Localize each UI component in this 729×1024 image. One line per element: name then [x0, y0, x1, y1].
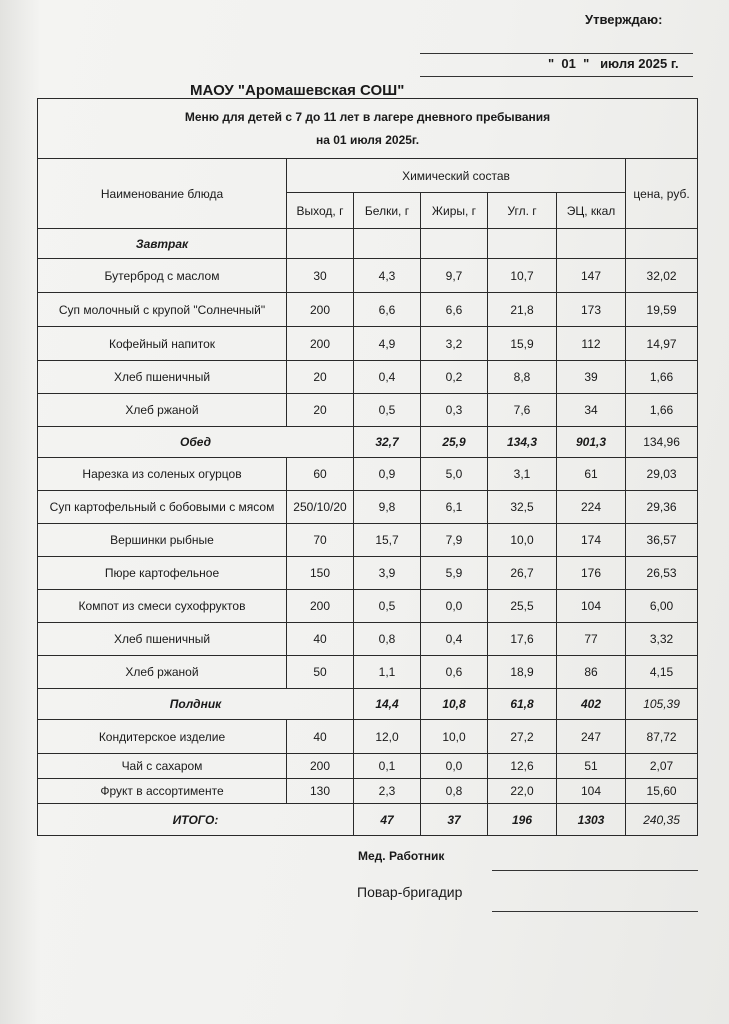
table-row: [38, 623, 698, 656]
dish-energy: 104: [557, 779, 626, 804]
dish-carbs: 32,5: [488, 491, 557, 524]
dish-protein: 0,4: [354, 361, 421, 394]
lunch-total-fat: 25,9: [421, 427, 488, 458]
dish-fat: 0,2: [421, 361, 488, 394]
dish-name: Кофейный напиток: [38, 327, 287, 361]
dish-protein: 3,9: [354, 557, 421, 590]
dish-energy: 104: [557, 590, 626, 623]
lunch-total-protein: 32,7: [354, 427, 421, 458]
dish-fat: 0,0: [421, 754, 488, 779]
dish-energy: 173: [557, 293, 626, 327]
table-row: [38, 327, 698, 361]
dish-name: Суп молочный с крупой "Солнечный": [38, 293, 287, 327]
dish-carbs: 26,7: [488, 557, 557, 590]
dish-protein: 0,8: [354, 623, 421, 656]
dish-price: 87,72: [626, 720, 698, 754]
table-row: [38, 293, 698, 327]
dish-yield: 130: [287, 779, 354, 804]
dish-fat: 0,4: [421, 623, 488, 656]
header-fat: Жиры, г: [421, 193, 488, 229]
grand-total-label: ИТОГО:: [38, 804, 354, 836]
dish-name: Бутерброд с маслом: [38, 259, 287, 293]
dish-yield: 60: [287, 458, 354, 491]
lunch-total-carbs: 134,3: [488, 427, 557, 458]
dish-yield: 200: [287, 754, 354, 779]
grand-total-price: 240,35: [626, 804, 698, 836]
dish-protein: 6,6: [354, 293, 421, 327]
dish-fat: 3,2: [421, 327, 488, 361]
dish-fat: 5,0: [421, 458, 488, 491]
dish-price: 15,60: [626, 779, 698, 804]
header-yield: Выход, г: [287, 193, 354, 229]
grand-total-energy: 1303: [557, 804, 626, 836]
table-row: [38, 491, 698, 524]
breakfast-label: Завтрак: [38, 229, 287, 259]
school-name: МАОУ "Аромашевская СОШ": [190, 82, 405, 99]
dish-energy: 77: [557, 623, 626, 656]
dish-carbs: 12,6: [488, 754, 557, 779]
dish-energy: 147: [557, 259, 626, 293]
dish-fat: 0,3: [421, 394, 488, 427]
dish-price: 1,66: [626, 394, 698, 427]
menu-title-line1: Меню для детей с 7 до 11 лет в лагере дневного пребывания: [184, 109, 551, 124]
dish-name: Суп картофельный с бобовыми с мясом: [38, 491, 287, 524]
approval-date: " 01 " июля 2025 г.: [548, 56, 679, 71]
table-row: [38, 720, 698, 754]
dish-protein: 0,5: [354, 590, 421, 623]
empty-cell: [626, 229, 698, 259]
dish-carbs: 22,0: [488, 779, 557, 804]
header-dish: Наименование блюда: [38, 159, 287, 229]
grand-total-row: [38, 804, 698, 836]
dish-price: 36,57: [626, 524, 698, 557]
empty-cell: [354, 229, 421, 259]
snack-total-row: [38, 689, 698, 720]
snack-total-price: 105,39: [626, 689, 698, 720]
dish-price: 3,32: [626, 623, 698, 656]
dish-name: Нарезка из соленых огурцов: [38, 458, 287, 491]
dish-carbs: 15,9: [488, 327, 557, 361]
approval-date-line: [420, 76, 693, 77]
dish-energy: 39: [557, 361, 626, 394]
dish-yield: 200: [287, 293, 354, 327]
cook-signature-line: [492, 911, 698, 912]
table-row: [38, 656, 698, 689]
grand-total-fat: 37: [421, 804, 488, 836]
dish-name: Хлеб пшеничный: [38, 623, 287, 656]
lunch-total-price: 134,96: [626, 427, 698, 458]
lunch-label: Обед: [38, 427, 354, 458]
dish-energy: 61: [557, 458, 626, 491]
empty-cell: [557, 229, 626, 259]
dish-carbs: 21,8: [488, 293, 557, 327]
lunch-total-energy: 901,3: [557, 427, 626, 458]
table-row: [38, 458, 698, 491]
medic-signature-line: [492, 870, 698, 871]
table-row: [38, 524, 698, 557]
dish-energy: 176: [557, 557, 626, 590]
dish-energy: 174: [557, 524, 626, 557]
empty-cell: [421, 229, 488, 259]
dish-yield: 250/10/20: [287, 491, 354, 524]
dish-yield: 70: [287, 524, 354, 557]
dish-protein: 2,3: [354, 779, 421, 804]
dish-yield: 200: [287, 327, 354, 361]
snack-total-energy: 402: [557, 689, 626, 720]
table-row: [38, 779, 698, 804]
dish-name: Фрукт в ассортименте: [38, 779, 287, 804]
menu-title-line2: на 01 июля 2025г.: [316, 132, 420, 147]
dish-yield: 40: [287, 623, 354, 656]
dish-fat: 9,7: [421, 259, 488, 293]
dish-carbs: 27,2: [488, 720, 557, 754]
dish-carbs: 18,9: [488, 656, 557, 689]
dish-carbs: 17,6: [488, 623, 557, 656]
dish-carbs: 25,5: [488, 590, 557, 623]
table-row: [38, 394, 698, 427]
dish-price: 29,03: [626, 458, 698, 491]
approval-label: Утверждаю:: [585, 12, 663, 27]
dish-carbs: 10,0: [488, 524, 557, 557]
dish-carbs: 8,8: [488, 361, 557, 394]
dish-price: 19,59: [626, 293, 698, 327]
dish-energy: 224: [557, 491, 626, 524]
snack-total-protein: 14,4: [354, 689, 421, 720]
dish-price: 32,02: [626, 259, 698, 293]
header-energy: ЭЦ, ккал: [557, 193, 626, 229]
dish-yield: 150: [287, 557, 354, 590]
dish-name: Хлеб ржаной: [38, 656, 287, 689]
table-row: [38, 557, 698, 590]
header-price: цена, руб.: [626, 159, 698, 229]
dish-name: Чай с сахаром: [38, 754, 287, 779]
grand-total-protein: 47: [354, 804, 421, 836]
dish-fat: 5,9: [421, 557, 488, 590]
dish-fat: 7,9: [421, 524, 488, 557]
dish-fat: 10,0: [421, 720, 488, 754]
approval-signature-line: [420, 53, 693, 54]
lunch-total-row: [38, 427, 698, 458]
dish-energy: 86: [557, 656, 626, 689]
dish-carbs: 10,7: [488, 259, 557, 293]
dish-protein: 9,8: [354, 491, 421, 524]
table-row: [38, 259, 698, 293]
dish-protein: 4,9: [354, 327, 421, 361]
dish-yield: 50: [287, 656, 354, 689]
dish-name: Компот из смеси сухофруктов: [38, 590, 287, 623]
menu-table: [37, 98, 698, 836]
table-row: [38, 590, 698, 623]
dish-protein: 15,7: [354, 524, 421, 557]
dish-fat: 6,6: [421, 293, 488, 327]
dish-fat: 0,8: [421, 779, 488, 804]
dish-name: Хлеб пшеничный: [38, 361, 287, 394]
empty-cell: [488, 229, 557, 259]
header-chemical: Химический состав: [287, 159, 626, 193]
dish-protein: 1,1: [354, 656, 421, 689]
dish-carbs: 7,6: [488, 394, 557, 427]
dish-name: Пюре картофельное: [38, 557, 287, 590]
menu-title: [38, 99, 698, 159]
dish-price: 2,07: [626, 754, 698, 779]
dish-carbs: 3,1: [488, 458, 557, 491]
dish-yield: 20: [287, 361, 354, 394]
dish-price: 6,00: [626, 590, 698, 623]
dish-yield: 40: [287, 720, 354, 754]
table-row: [38, 361, 698, 394]
dish-energy: 247: [557, 720, 626, 754]
dish-name: Хлеб ржаной: [38, 394, 287, 427]
dish-name: Вершинки рыбные: [38, 524, 287, 557]
dish-energy: 34: [557, 394, 626, 427]
dish-fat: 6,1: [421, 491, 488, 524]
dish-protein: 0,5: [354, 394, 421, 427]
dish-yield: 200: [287, 590, 354, 623]
dish-fat: 0,6: [421, 656, 488, 689]
dish-protein: 0,1: [354, 754, 421, 779]
grand-total-carbs: 196: [488, 804, 557, 836]
dish-price: 14,97: [626, 327, 698, 361]
header-carbs: Угл. г: [488, 193, 557, 229]
cook-signature-label: Повар-бригадир: [357, 884, 463, 900]
dish-energy: 112: [557, 327, 626, 361]
header-protein: Белки, г: [354, 193, 421, 229]
dish-name: Кондитерское изделие: [38, 720, 287, 754]
snack-label: Полдник: [38, 689, 354, 720]
snack-total-carbs: 61,8: [488, 689, 557, 720]
dish-protein: 0,9: [354, 458, 421, 491]
dish-protein: 12,0: [354, 720, 421, 754]
medic-signature-label: Мед. Работник: [358, 849, 445, 863]
empty-cell: [287, 229, 354, 259]
dish-price: 26,53: [626, 557, 698, 590]
dish-price: 29,36: [626, 491, 698, 524]
snack-total-fat: 10,8: [421, 689, 488, 720]
dish-fat: 0,0: [421, 590, 488, 623]
dish-yield: 20: [287, 394, 354, 427]
dish-protein: 4,3: [354, 259, 421, 293]
dish-yield: 30: [287, 259, 354, 293]
table-row: [38, 754, 698, 779]
paper-shadow: [0, 0, 40, 1024]
dish-energy: 51: [557, 754, 626, 779]
dish-price: 4,15: [626, 656, 698, 689]
dish-price: 1,66: [626, 361, 698, 394]
